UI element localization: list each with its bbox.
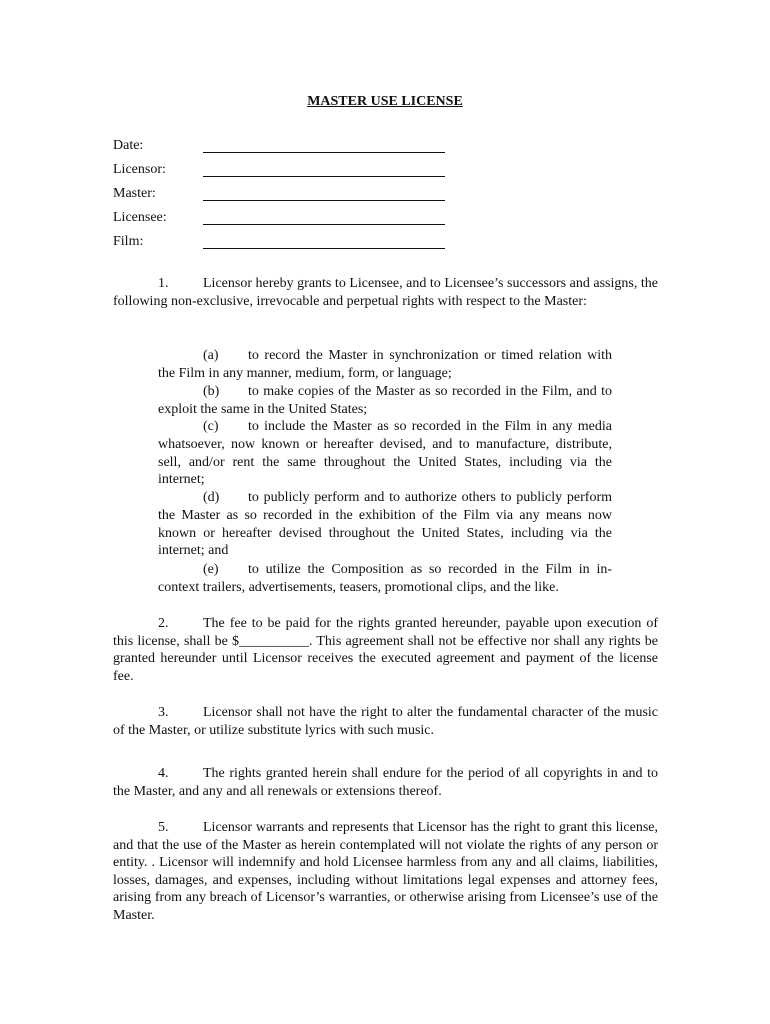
field-label-licensor: Licensor: xyxy=(113,162,166,177)
section-1b-letter: (b) xyxy=(203,384,220,399)
section-2-number: 2. xyxy=(158,616,169,631)
field-licensee xyxy=(113,210,453,228)
section-1e-text: to utilize the Composition as so recorded in the Film in in-context trailers, advertisements, teasers, promotional clips, and the like. xyxy=(158,562,612,595)
section-4-text: The rights granted herein shall endure for the period of all copyrights in and to the Master, and any and all renewals or extensions thereof. xyxy=(113,766,658,799)
section-4 xyxy=(113,765,658,800)
section-1-text: Licensor hereby grants to Licensee, and to Licensee’s successors and assigns, the following non-exclusive, irrevocable and perpetual rights with respect to the Master: xyxy=(113,276,658,309)
section-1d xyxy=(158,489,612,560)
field-blank-licensee xyxy=(203,224,445,225)
section-1e xyxy=(158,561,612,597)
section-1e-letter: (e) xyxy=(203,562,219,577)
field-blank-licensor xyxy=(203,176,445,177)
section-2-text: The fee to be paid for the rights granted hereunder, payable upon execution of this license, shall be $__________. This agreement shall not be effective nor shall any rights be granted hereunder until Licensor receives the executed agreement and payment of the license fee. xyxy=(113,616,658,684)
document-title-text: MASTER USE LICENSE xyxy=(307,94,463,109)
field-label-date: Date: xyxy=(113,138,144,153)
section-1a xyxy=(158,347,612,383)
section-5-number: 5. xyxy=(158,820,169,835)
section-1d-letter: (d) xyxy=(203,490,220,505)
section-1d-text: to publicly perform and to authorize others to publicly perform the Master as so recorded in the exhibition of the Film via any means now known or hereafter devised throughout the United States, including via the internet; and xyxy=(158,490,612,559)
field-film xyxy=(113,234,453,252)
field-blank-master xyxy=(203,200,445,201)
section-3-text: Licensor shall not have the right to alter the fundamental character of the music of the Master, or utilize substitute lyrics with such music. xyxy=(113,705,658,738)
section-3 xyxy=(113,704,658,739)
field-blank-date xyxy=(203,152,445,153)
section-1c xyxy=(158,418,612,489)
section-1b-text: to make copies of the Master as so recorded in the Film, and to exploit the same in the United States; xyxy=(158,384,612,417)
section-5-text: Licensor warrants and represents that Licensor has the right to grant this license, and that the use of the Master as herein contemplated will not violate the rights of any person or entity. . Licensor will indemnify and hold Licensee harmless from any and all claims, liabilities, losses, damages, and expenses, including without limitations legal expenses and attorney fees, arising from any breach of Licensor’s warranties, or otherwise arising from Licensee’s use of the Master. xyxy=(113,820,658,923)
section-1a-text: to record the Master in synchronization or timed relation with the Film in any manner, medium, form, or language; xyxy=(158,348,612,381)
section-1c-letter: (c) xyxy=(203,419,219,434)
document-title xyxy=(0,94,770,110)
field-label-film: Film: xyxy=(113,234,144,249)
section-1c-text: to include the Master as so recorded in the Film in any media whatsoever, now known or hereafter devised, and to manufacture, distribute, sell, and/or rent the same throughout the United States, including via the internet; xyxy=(158,419,612,488)
field-master xyxy=(113,186,453,204)
field-label-licensee: Licensee: xyxy=(113,210,167,225)
section-5 xyxy=(113,819,658,924)
section-1-number: 1. xyxy=(158,276,169,291)
section-1b xyxy=(158,383,612,419)
field-licensor xyxy=(113,162,453,180)
section-3-number: 3. xyxy=(158,705,169,720)
section-2 xyxy=(113,615,658,685)
section-1a-letter: (a) xyxy=(203,348,219,363)
field-label-master: Master: xyxy=(113,186,156,201)
section-1 xyxy=(113,275,658,310)
section-4-number: 4. xyxy=(158,766,169,781)
field-date xyxy=(113,138,453,156)
field-blank-film xyxy=(203,248,445,249)
